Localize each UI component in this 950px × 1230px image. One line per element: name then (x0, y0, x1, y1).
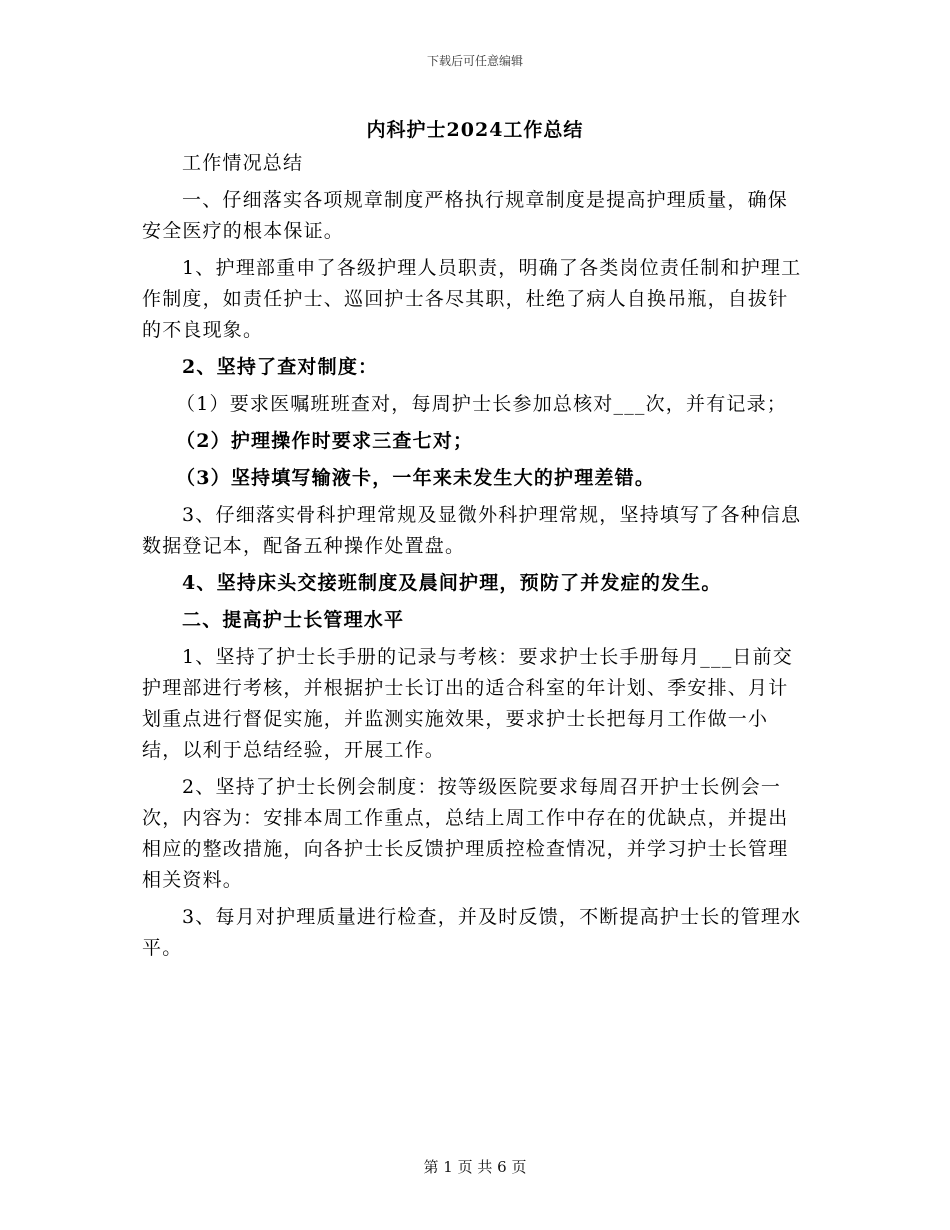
page-footer: 第 1 页 共 6 页 (423, 1158, 527, 1176)
paragraph-check-item-2: （2）护理操作时要求三查七对； (176, 430, 474, 452)
paragraph-meetings: 2、坚持了护士长例会制度：按等级医院要求每周召开护士长例会一次，内容为：安排本周工作重点，总结上周工作中存在的优缺点，并提出相应的整改措施，向各护士长反馈护理质控检查情况，并学习护士长管理相关资料。 (142, 776, 789, 891)
document-body (142, 148, 808, 970)
paragraph-checking-heading: 2、坚持了查对制度： (182, 356, 379, 378)
paragraph-rules: 一、仔细落实各项规章制度严格执行规章制度是提高护理质量，确保安全医疗的根本保证。 (142, 189, 789, 242)
page-header: 下载后可任意编辑 (426, 54, 523, 68)
section-heading-summary: 工作情况总结 (182, 152, 304, 174)
paragraph-check-item-3: （3）坚持填写输液卡，一年来未发生大的护理差错。 (176, 467, 656, 489)
paragraph-handover: 4、坚持床头交接班制度及晨间护理，预防了并发症的发生。 (182, 572, 722, 594)
section-heading-management: 二、提高护士长管理水平 (182, 609, 405, 631)
paragraph-quality-check: 3、每月对护理质量进行检查，并及时反馈，不断提高护士长的管理水平。 (142, 906, 802, 959)
paragraph-handbook: 1、坚持了护士长手册的记录与考核：要求护士长手册每月___日前交护理部进行考核，并根据护士长订出的适合科室的年计划、季安排、月计划重点进行督促实施，并监测实施效果，要求护士长把每月工作做一小结，以利于总结经验，开展工作。 (142, 646, 793, 761)
paragraph-check-item-1: （1）要求医嘱班班查对，每周护士长参加总核对___次，并有记录； (176, 393, 787, 415)
paragraph-orthopedic: 3、仔细落实骨科护理常规及显微外科护理常规，坚持填写了各种信息数据登记本，配备五种操作处置盘。 (142, 504, 802, 557)
paragraph-duties: 1、护理部重申了各级护理人员职责，明确了各类岗位责任制和护理工作制度，如责任护士、巡回护士各尽其职，杜绝了病人自换吊瓶，自拔针的不良现象。 (142, 257, 802, 341)
document-title: 内科护士2024工作总结 (366, 119, 584, 141)
